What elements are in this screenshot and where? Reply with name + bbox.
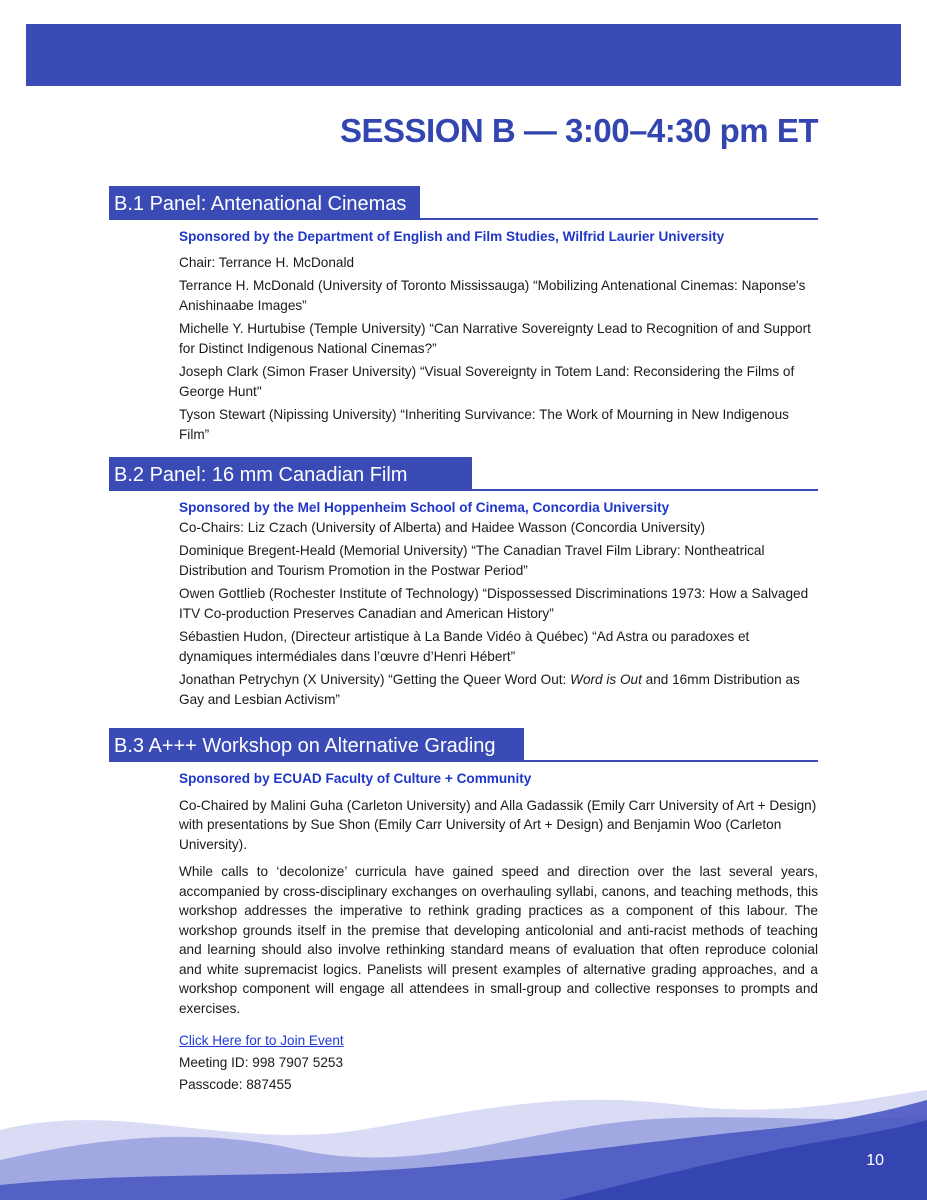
section-header xyxy=(109,728,818,762)
section-header xyxy=(109,186,818,220)
film-title: Word is Out xyxy=(570,672,642,687)
chair-line: Chair: Terrance H. McDonald xyxy=(179,254,355,270)
meeting-id: Meeting ID: 998 7907 5253 xyxy=(179,1055,344,1070)
section-b1 xyxy=(109,186,818,448)
item-text: Jonathan Petrychyn (X University) “Getting the Queer Word Out: xyxy=(179,672,571,687)
sponsor-line: Sponsored by the Mel Hoppenheim School of Cinema, Concordia University xyxy=(179,500,670,515)
presentation-item: Tyson Stewart (Nipissing University) “Inheriting Survivance: The Work of Mourning in New Indigenous Film” xyxy=(179,407,789,442)
chair-line: Co-Chairs: Liz Czach (University of Alberta) and Haidee Wasson (Concordia University) xyxy=(179,519,706,535)
presentation-item: Sébastien Hudon, (Directeur artistique à La Bande Vidéo à Québec) “Ad Astra ou paradoxes et dynamiques intermédiales dans l’œuvre d’Henri Hébert” xyxy=(179,629,750,664)
session-title: SESSION B — 3:00–4:30 pm ET xyxy=(339,112,818,149)
workshop-description: While calls to ‘decolonize’ curricula have gained speed and direction over the last several years, accompanied by cross-disciplinary exchanges on overhauling syllabi, canons, and teaching methods, this workshop addresses the imperative to rethink grading practices as a component of this labour. The workshop grounds itself in the premise that developing anticolonial and anti-racist methods of teaching and learning should also involve rethinking standard means of evaluation that often reproduce colonial and white supremacist logics. Panelists will present examples of alternative grading approaches, and a workshop component will engage all attendees in small-group and collective responses to prompts and exercises. xyxy=(179,864,818,1016)
item-text: and 16mm Distribution as Gay and Lesbian Activism” xyxy=(179,672,800,707)
presentation-item: Terrance H. McDonald (University of Toronto Mississauga) “Mobilizing Antenational Cinemas: Naponse's Anishinaabe Images” xyxy=(179,278,806,313)
page-number: 10 xyxy=(866,1152,884,1169)
section-rule xyxy=(109,760,818,762)
section-title: B.1 Panel: Antenational Cinemas xyxy=(109,186,420,220)
presentation-item: Owen Gottlieb (Rochester Institute of Technology) “Dispossessed Discriminations 1973: How a Salvaged ITV Co-production Preserves Canadian and American History” xyxy=(179,586,809,621)
join-event-link[interactable]: Click Here for to Join Event xyxy=(179,1033,344,1048)
sponsor-line: Sponsored by ECUAD Faculty of Culture + Community xyxy=(179,771,532,786)
section-title: B.3 A+++ Workshop on Alternative Grading xyxy=(109,728,524,762)
header-banner xyxy=(26,24,901,86)
cochairs-text: Co-Chaired by Malini Guha (Carleton University) and Alla Gadassik (Emily Carr University of Art + Design) with presentations by Sue Shon (Emily Carr University of Art + Design) and Benjamin Woo (Carleton University). xyxy=(179,797,817,852)
sponsor-line: Sponsored by the Department of English and Film Studies, Wilfrid Laurier University xyxy=(179,229,725,244)
section-title: B.2 Panel: 16 mm Canadian Film xyxy=(109,457,472,491)
footer-waves xyxy=(0,1070,927,1200)
section-header xyxy=(109,457,818,491)
presentation-item: Dominique Bregent-Heald (Memorial University) “The Canadian Travel Film Library: Nontheatrical Distribution and Tourism Promotion in the Postwar Period” xyxy=(179,543,765,578)
presentation-item xyxy=(179,670,818,709)
presentation-item: Joseph Clark (Simon Fraser University) “Visual Sovereignty in Totem Land: Reconsidering the Films of George Hunt" xyxy=(179,364,795,399)
section-rule xyxy=(109,489,818,491)
passcode: Passcode: 887455 xyxy=(179,1077,292,1092)
presentation-item: Michelle Y. Hurtubise (Temple University) “Can Narrative Sovereignty Lead to Recognition of and Support for Distinct Indigenous National Cinemas?” xyxy=(179,321,811,356)
section-b2 xyxy=(109,457,818,713)
section-b3 xyxy=(109,728,818,1096)
section-rule xyxy=(109,218,818,220)
